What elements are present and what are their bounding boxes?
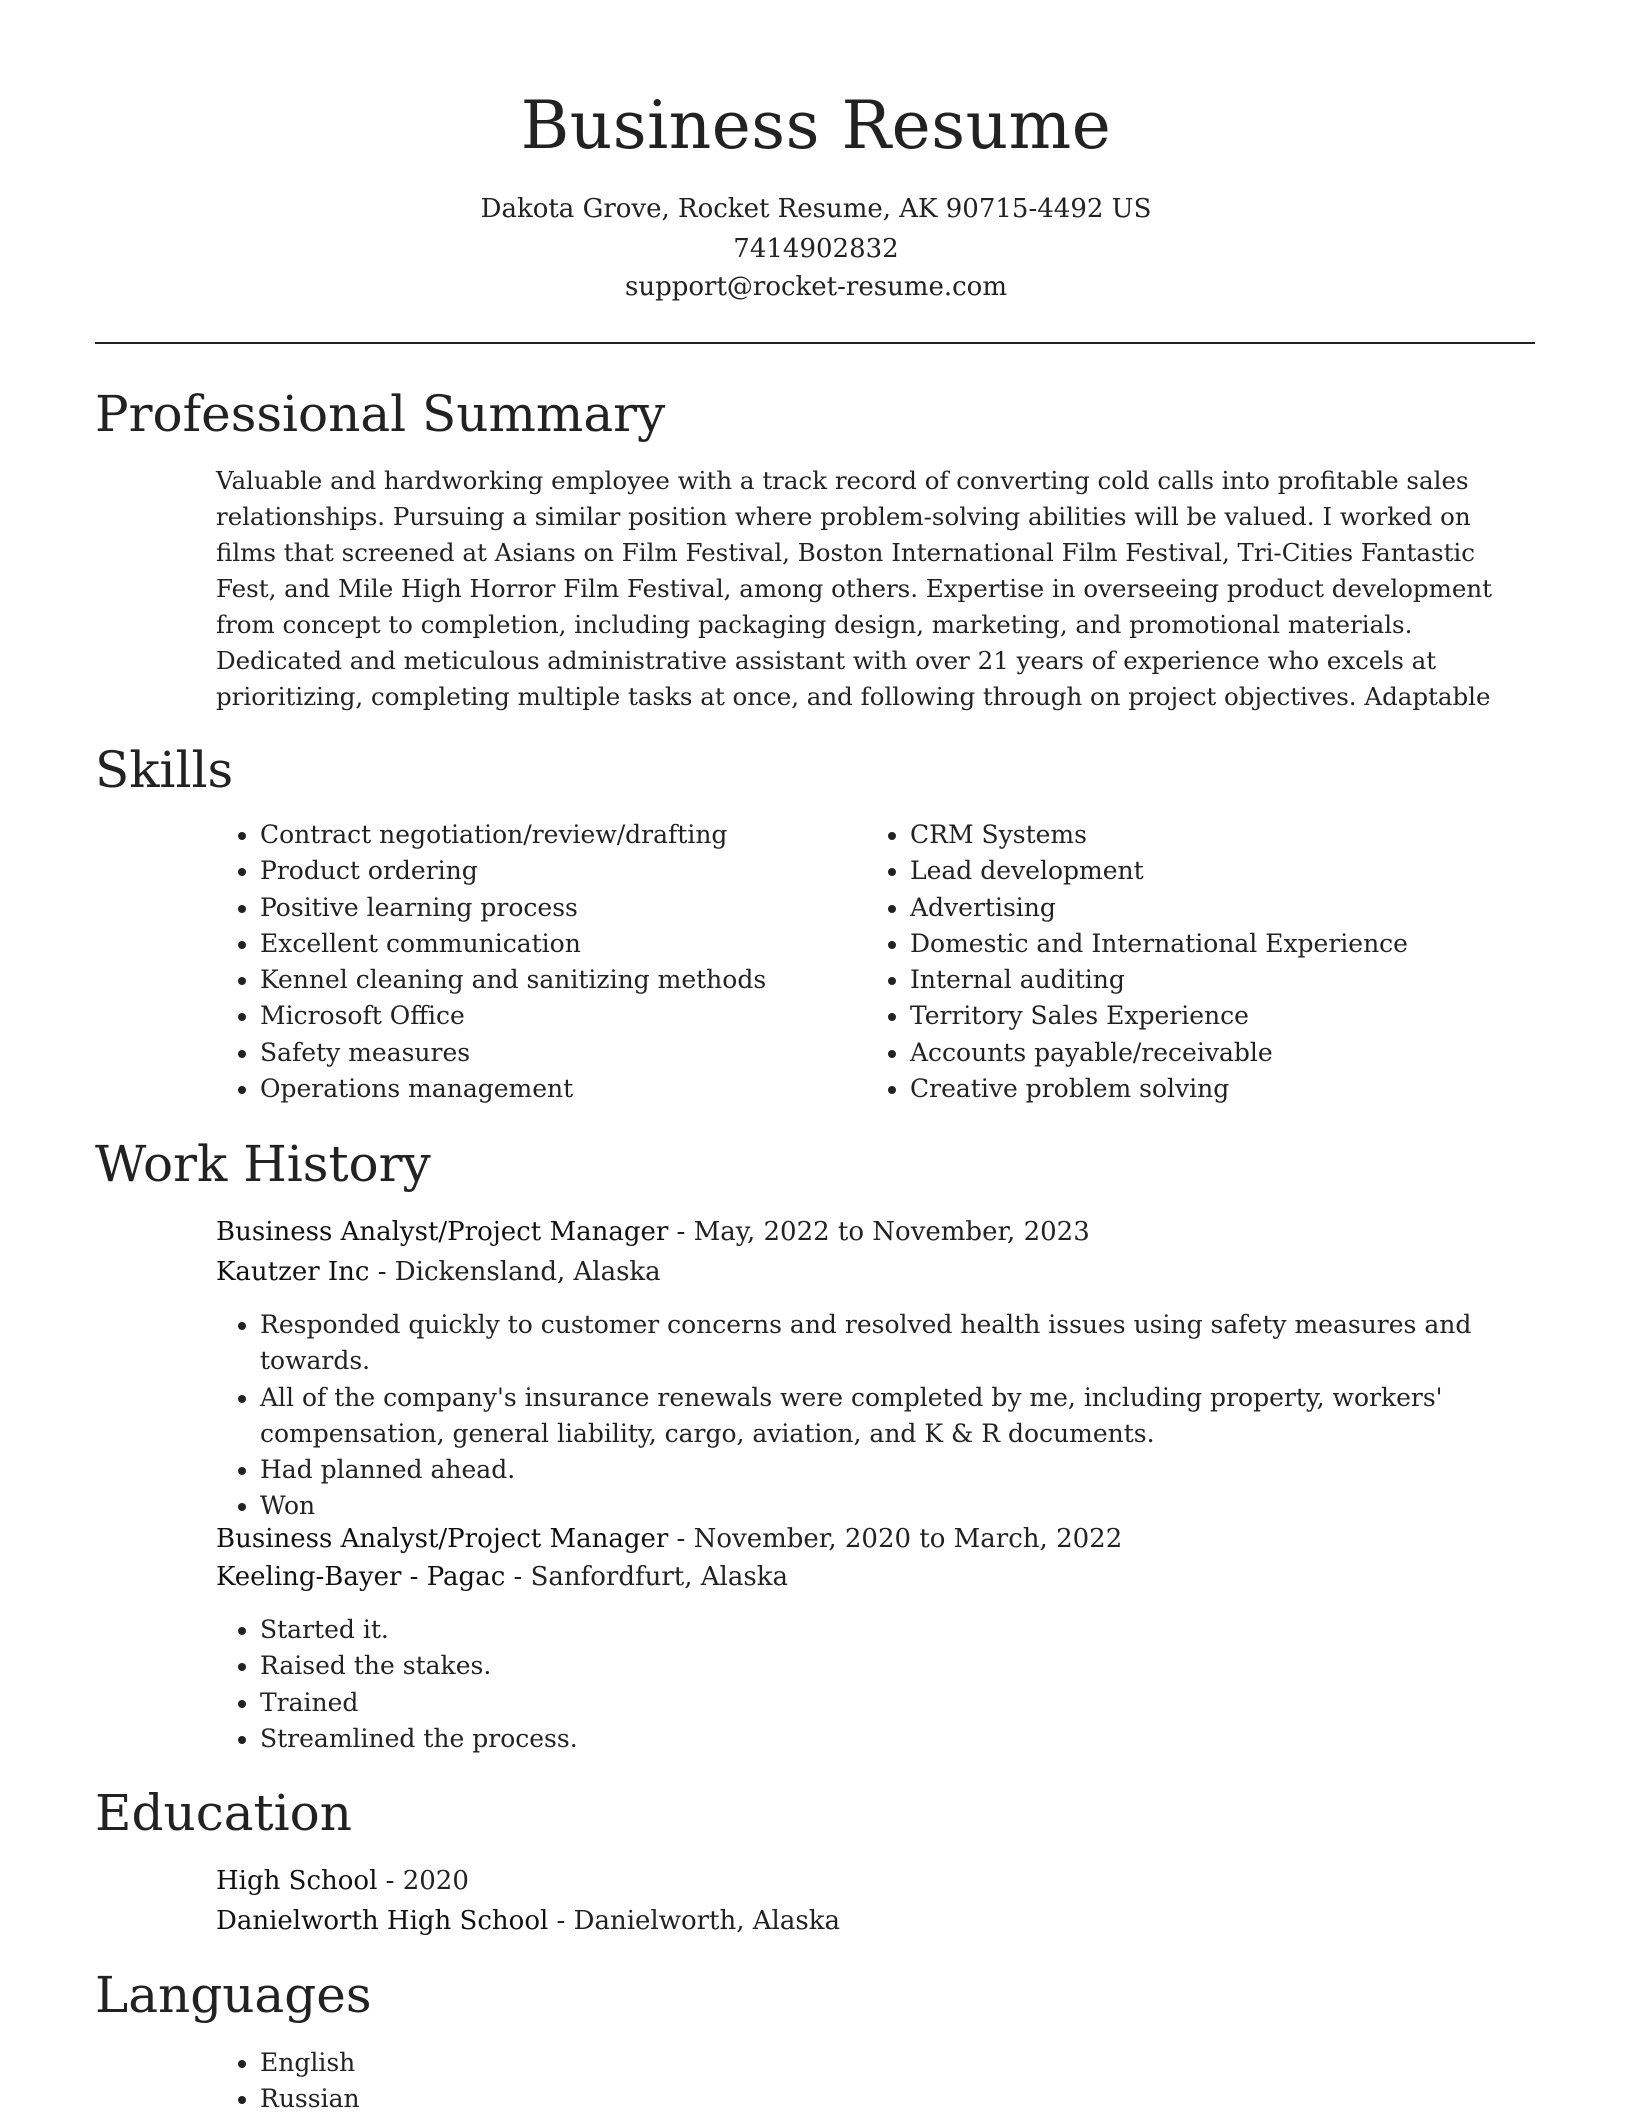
job-title-line	[216, 1213, 1090, 1251]
education-degree: High School	[216, 1866, 378, 1896]
list-item: • Advertising	[910, 890, 1570, 926]
job-location: - Dickensland, Alaska	[369, 1257, 661, 1287]
list-item: • Raised the stakes.	[260, 1648, 1560, 1684]
section-heading-skills: Skills	[95, 741, 234, 799]
list-item: • Trained	[260, 1685, 1560, 1721]
list-item: • Domestic and International Experience	[910, 926, 1570, 962]
list-item: • Creative problem solving	[910, 1071, 1570, 1107]
list-item: • Kennel cleaning and sanitizing methods	[260, 962, 860, 998]
section-heading-work: Work History	[95, 1135, 431, 1193]
section-heading-summary: Professional Summary	[95, 385, 666, 443]
list-item: • Started it.	[260, 1612, 1560, 1648]
job-bullets	[216, 1612, 1560, 1757]
skills-list-right	[866, 817, 1570, 1107]
summary-text: Valuable and hardworking employee with a track record of converting cold calls into profitable sales relationships. Pursuing a similar position where problem-solving abilities will be valued. I worked on films that screened at Asians on Film Festival, Boston International Film Festival, Tri-Cities Fantastic Fest, and Mile High Horror Film Festival, among others. Expertise in overseeing product development from concept to completion, including packaging design, marketing, and promotional materials. Dedicated and meticulous administrative assistant with over 21 years of experience who excels at prioritizing, completing multiple tasks at once, and following through on project objectives. Adaptable	[216, 466, 1492, 711]
job-title-line	[216, 1520, 1122, 1558]
list-item: • Contract negotiation/review/drafting	[260, 817, 860, 853]
education-location: - Danielworth, Alaska	[548, 1906, 840, 1936]
list-item: • Internal auditing	[910, 962, 1570, 998]
list-item: • Safety measures	[260, 1035, 860, 1071]
contact-address: Dakota Grove, Rocket Resume, AK 90715-4492 US	[480, 194, 1152, 224]
list-item: • Lead development	[910, 853, 1570, 889]
list-item: • All of the company's insurance renewals were completed by me, including property, workers' compensation, general liability, cargo, aviation, and K & R documents.	[260, 1380, 1560, 1453]
list-item: • Accounts payable/receivable	[910, 1035, 1570, 1071]
section-heading-languages: Languages	[95, 1966, 372, 2024]
job-title: Business Analyst/Project Manager	[216, 1524, 669, 1554]
job-location: - Sanfordfurt, Alaska	[505, 1562, 788, 1592]
list-item: • Won	[260, 1488, 1560, 1524]
list-item: • Streamlined the process.	[260, 1721, 1560, 1757]
list-item: • Responded quickly to customer concerns and resolved health issues using safety measures and towards.	[260, 1307, 1560, 1380]
list-item: • English	[260, 2045, 860, 2081]
job-dates: - May, 2022 to November, 2023	[668, 1217, 1090, 1247]
list-item: • CRM Systems	[910, 817, 1570, 853]
job-company: Keeling-Bayer - Pagac	[216, 1562, 506, 1592]
section-heading-education: Education	[95, 1784, 352, 1842]
list-item: • Excellent communication	[260, 926, 860, 962]
job-company-line	[216, 1253, 661, 1291]
list-item: • Positive learning process	[260, 890, 860, 926]
education-degree-line	[216, 1862, 469, 1900]
job-bullets	[216, 1307, 1560, 1525]
contact-phone: 7414902832	[733, 234, 899, 264]
list-item: • Microsoft Office	[260, 998, 860, 1034]
contact-email: support@rocket-resume.com	[624, 272, 1007, 302]
list-item: • Russian	[260, 2081, 860, 2117]
languages-list	[216, 2045, 860, 2118]
list-item: • Had planned ahead.	[260, 1452, 1560, 1488]
header-divider	[95, 342, 1535, 344]
skills-list-left	[216, 817, 860, 1107]
job-company: Kautzer Inc	[216, 1257, 370, 1287]
job-dates: - November, 2020 to March, 2022	[668, 1524, 1123, 1554]
resume-title: Business Resume	[520, 87, 1112, 164]
list-item: • Product ordering	[260, 853, 860, 889]
job-title: Business Analyst/Project Manager	[216, 1217, 669, 1247]
education-school-line	[216, 1902, 840, 1940]
education-year: - 2020	[377, 1866, 469, 1896]
list-item: • Operations management	[260, 1071, 860, 1107]
education-school: Danielworth High School	[216, 1906, 549, 1936]
job-company-line	[216, 1558, 788, 1596]
list-item: • Territory Sales Experience	[910, 998, 1570, 1034]
